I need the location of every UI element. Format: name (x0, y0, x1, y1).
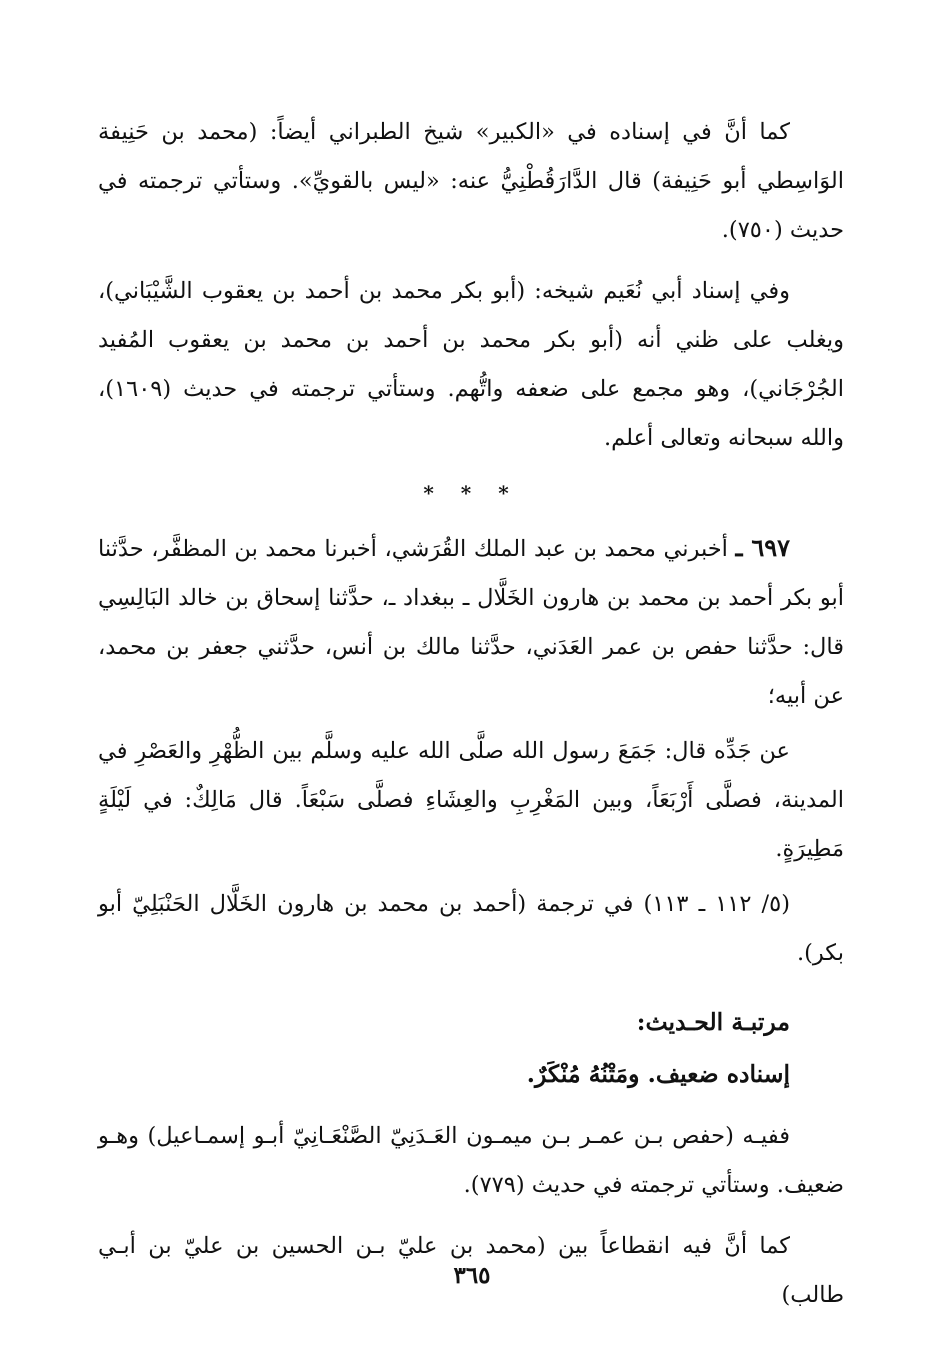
page-body (98, 108, 844, 1320)
paragraph-7: كما أنَّ فيه انقطاعاً بين (محمد بن عليّ بـن الحسين بن عليّ بن أبـي طالب) (98, 1233, 844, 1308)
source-reference: (٥/ ١١٢ ـ ١١٣) في ترجمة (أحمد بن محمد بن هارون الخَلَّال الحَنْبَلِيّ أبو بكر). (98, 891, 844, 966)
section-heading: مرتبـة الحـديث: (636, 1008, 790, 1036)
hadith-chain: أخبرني محمد بن عبد الملك القُرَشي، أخبرنا محمد بن المظفَّر، حدَّثنا أبو بكر أحمد بن محمد بن هارون الخَلَّال ـ ببغداد ـ، حدَّثنا إسحاق بن خالد البَالِسِي قال: حدَّثنا حفص بن عمر العَدَني، حدَّثنا مالك بن أنس، حدَّثني جعفر بن محمد، عن أبيه؛ (98, 536, 844, 709)
page-number: ٣٦٥ (453, 1262, 491, 1289)
paragraph-1: كما أنَّ في إسناده في «الكبير» شيخ الطبراني أيضاً: (محمد بن حَنِيفة الوَاسِطي أبو حَنِيفة) قال الدَّارَقُطْنِيُّ عنه: «ليس بالقويِّ». وستأتي ترجمته في حديث (٧٥٠). (98, 119, 844, 243)
hadith-number: ٦٩٧ ـ (735, 533, 790, 562)
paragraph-6: ففيـه (حفص بـن عمـر بـن ميمـون العَـدَنِيّ الصَّنْعَـانِيّ أبـو إسمـاعيل) وهـو ضعيف. وستأتي ترجمته في حديث (٧٧٩). (98, 1123, 844, 1198)
hadith-grade: إسناده ضعيف. ومَتْنُهُ مُنْكَرٌ. (526, 1060, 790, 1088)
hadith-paragraph (98, 523, 844, 721)
section-separator: * * * (423, 481, 519, 505)
paragraph-2: وفي إسناد أبي نُعَيم شيخه: (أبو بكر محمد بن أحمد بن يعقوب الشَّيْبَاني)، ويغلب على ظني أنه (أبو بكر محمد بن أحمد بن محمد بن يعقوب المُفيد الجُرْجَاني)، وهو مجمع على ضعفه واتُّهم. وستأتي ترجمته في حديث (١٦٠٩)، والله سبحانه وتعالى أعلم. (98, 278, 844, 451)
hadith-text: عن جَدِّه قال: جَمَعَ رسول الله صلَّى الله عليه وسلَّم بين الظُّهْرِ والعَصْرِ في المدينة، فصلَّى أَرْبَعَاً، وبين المَغْرِبِ والعِشَاءِ فصلَّى سَبْعَاً. قال مَالِكٌ: في لَيْلَةٍ مَطِيرَةٍ. (98, 738, 844, 862)
